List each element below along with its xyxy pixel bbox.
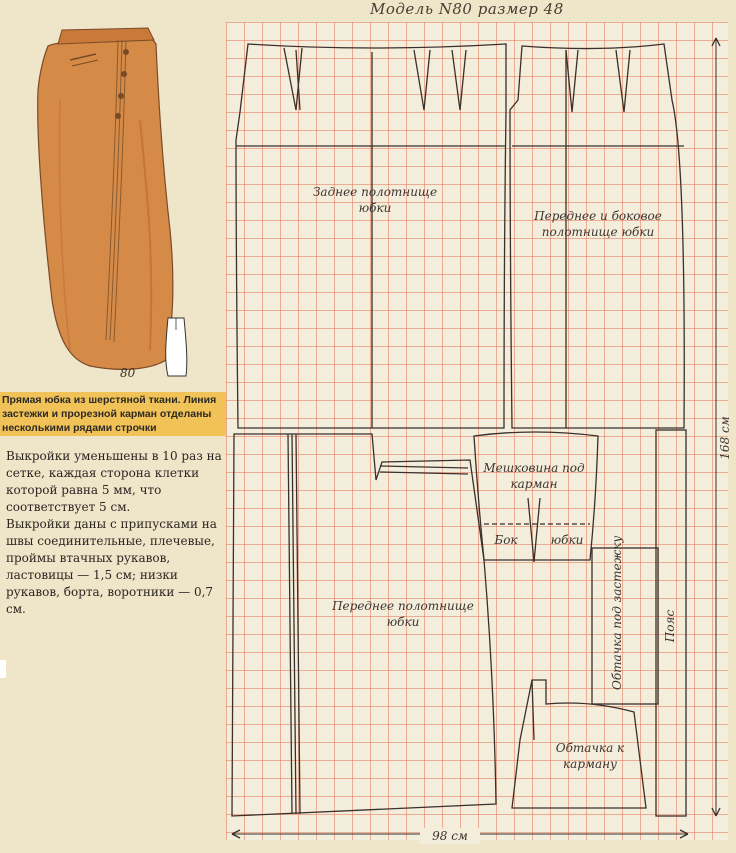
label-front-panel: Переднее полотнище юбки (332, 599, 474, 629)
label-closure-facing: Обтачка под застежку (610, 535, 624, 690)
label-back-panel: Заднее полотнище юбки (312, 185, 438, 215)
pattern-title: Модель N80 размер 48 (370, 0, 564, 18)
label-pocket-side: Бок (494, 533, 518, 547)
back-panel-outline (236, 44, 506, 428)
label-pocket-bag: Мешковина под карман (483, 461, 585, 491)
instruction-seams: Выкройки даны с припусками на швы соединительные, плечевые, проймы втачных рукавов, ластовицы — 1,5 см; низки рукавов, борта, воротники — 0,7 см. (6, 517, 217, 616)
label-pocket-skirt: юбки (550, 533, 584, 547)
model-caption: Прямая юбка из шерстяной ткани. Линия застежки и прорезной карман отделаны несколькими рядами строчки (0, 392, 226, 436)
figure-number: 80 (120, 366, 136, 380)
dimension-width: 98 см (420, 828, 480, 844)
label-front-side-panel: Переднее и боковое полотнище юбки (534, 209, 662, 239)
instruction-scale: Выкройки уменьшены в 10 раз на сетке, каждая сторона клетки которой равна 5 мм, что соответствует 5 см. (6, 449, 222, 514)
dimension-height: 168 см (718, 416, 732, 460)
label-pocket-facing: Обтачка к карману (555, 741, 625, 771)
label-waistband: Пояс (663, 609, 677, 643)
